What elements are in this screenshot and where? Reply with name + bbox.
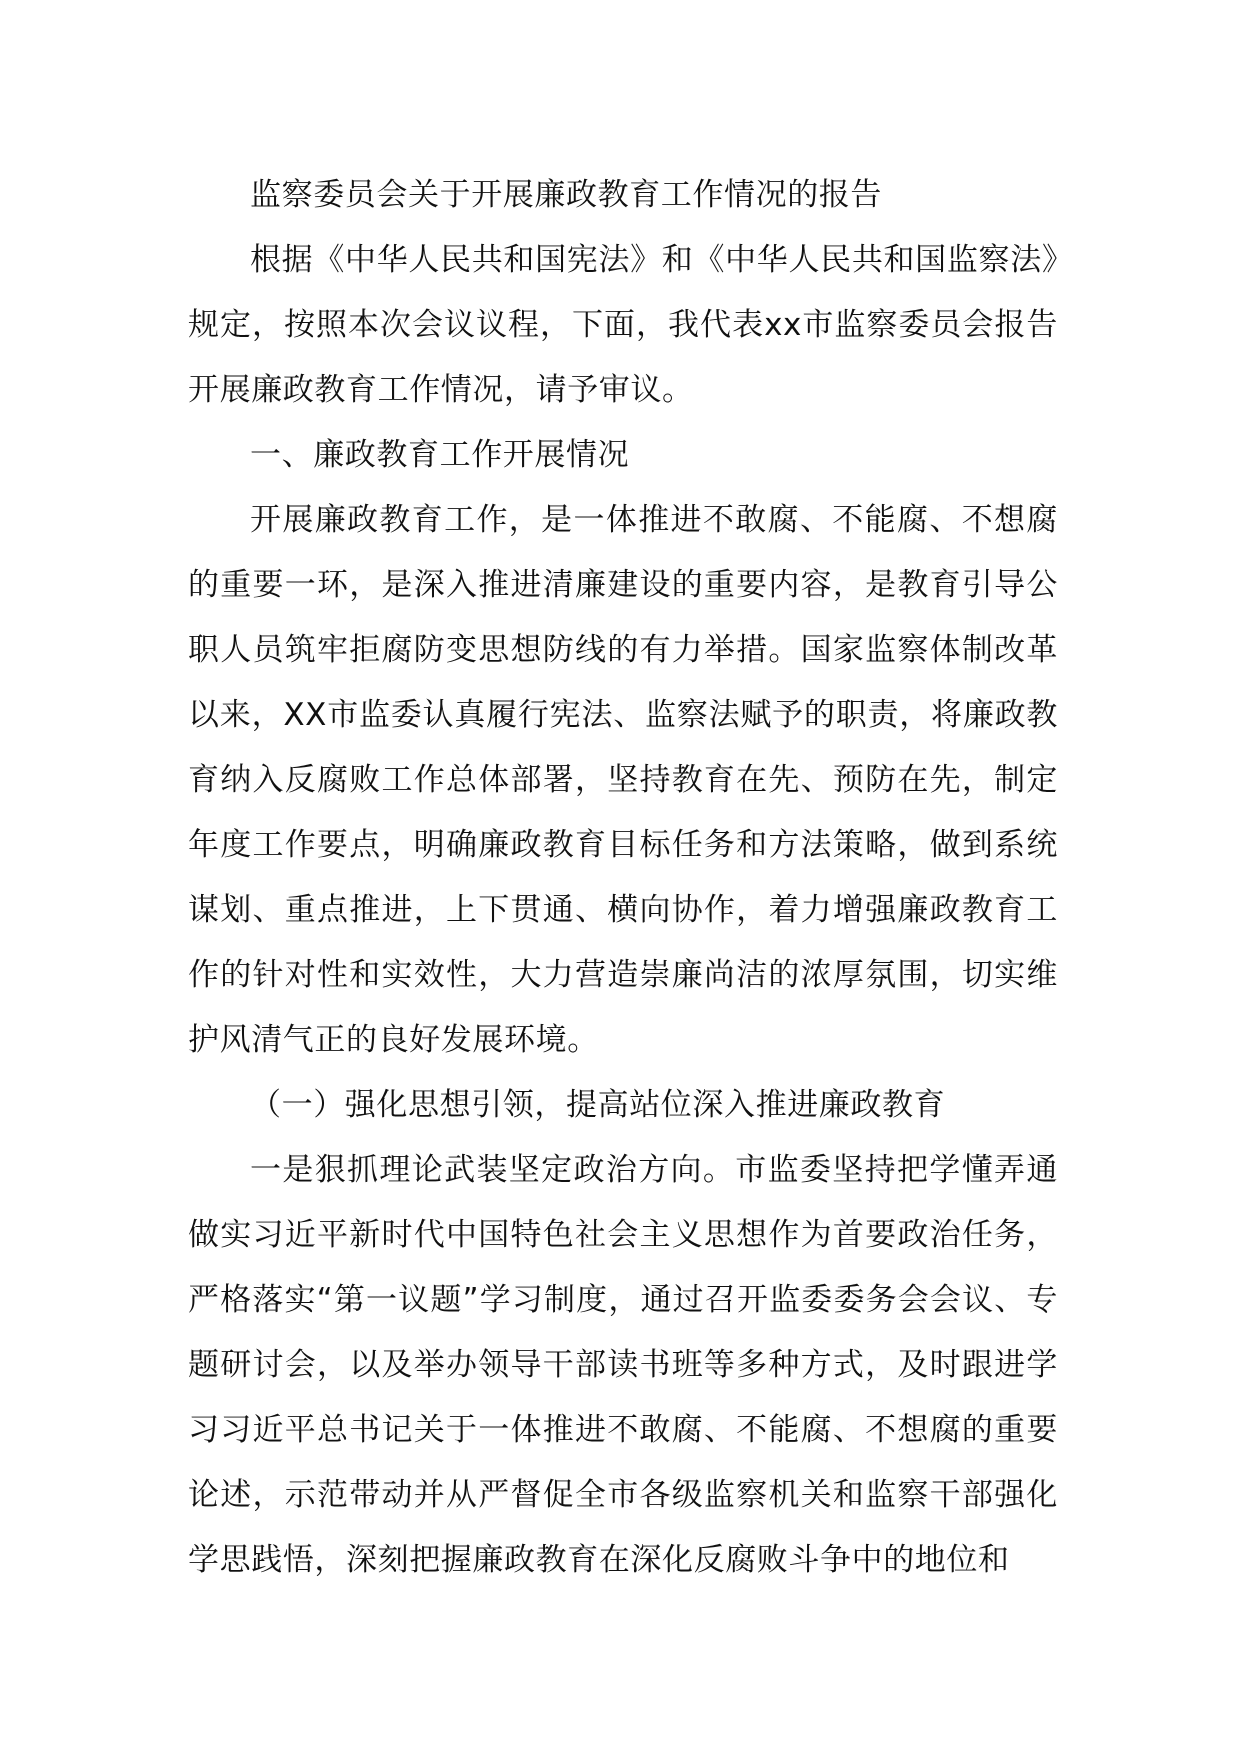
body-paragraph: 一是狠抓理论武装坚定政治方向。市监委坚持把学懂弄通做实习近平新时代中国特色社会主义思想作为首要政治任务，严格落实“第一议题”学习制度，通过召开监委委务会会议、专题研讨会，以及举办领导干部读书班等多种方式，及时跟进学习习近平总书记关于一体推进不敢腐、不能腐、不想腐的重要论述，示范带动并从严督促全市各级监察机关和监察干部强化学思践悟，深刻把握廉政教育在深化反腐败斗争中的地位和	[188, 1152, 1058, 1578]
document-title: 监察委员会关于开展廉政教育工作情况的报告	[250, 177, 882, 213]
document-body	[188, 163, 1058, 1593]
section-heading: 一、廉政教育工作开展情况	[250, 437, 630, 473]
intro-paragraph: 根据《中华人民共和国宪法》和《中华人民共和国监察法》规定，按照本次会议议程，下面，我代表xx市监察委员会报告开展廉政教育工作情况，请予审议。	[188, 242, 1058, 408]
body-paragraph: 开展廉政教育工作，是一体推进不敢腐、不能腐、不想腐的重要一环，是深入推进清廉建设的重要内容，是教育引导公职人员筑牢拒腐防变思想防线的有力举措。国家监察体制改革以来，XX市监委认真履行宪法、监察法赋予的职责，将廉政教育纳入反腐败工作总体部署，坚持教育在先、预防在先，制定年度工作要点，明确廉政教育目标任务和方法策略，做到系统谋划、重点推进，上下贯通、横向协作，着力增强廉政教育工作的针对性和实效性，大力营造崇廉尚洁的浓厚氛围，切实维护风清气正的良好发展环境。	[188, 502, 1058, 1058]
subsection-heading: （一）强化思想引领，提高站位深入推进廉政教育	[250, 1087, 946, 1123]
